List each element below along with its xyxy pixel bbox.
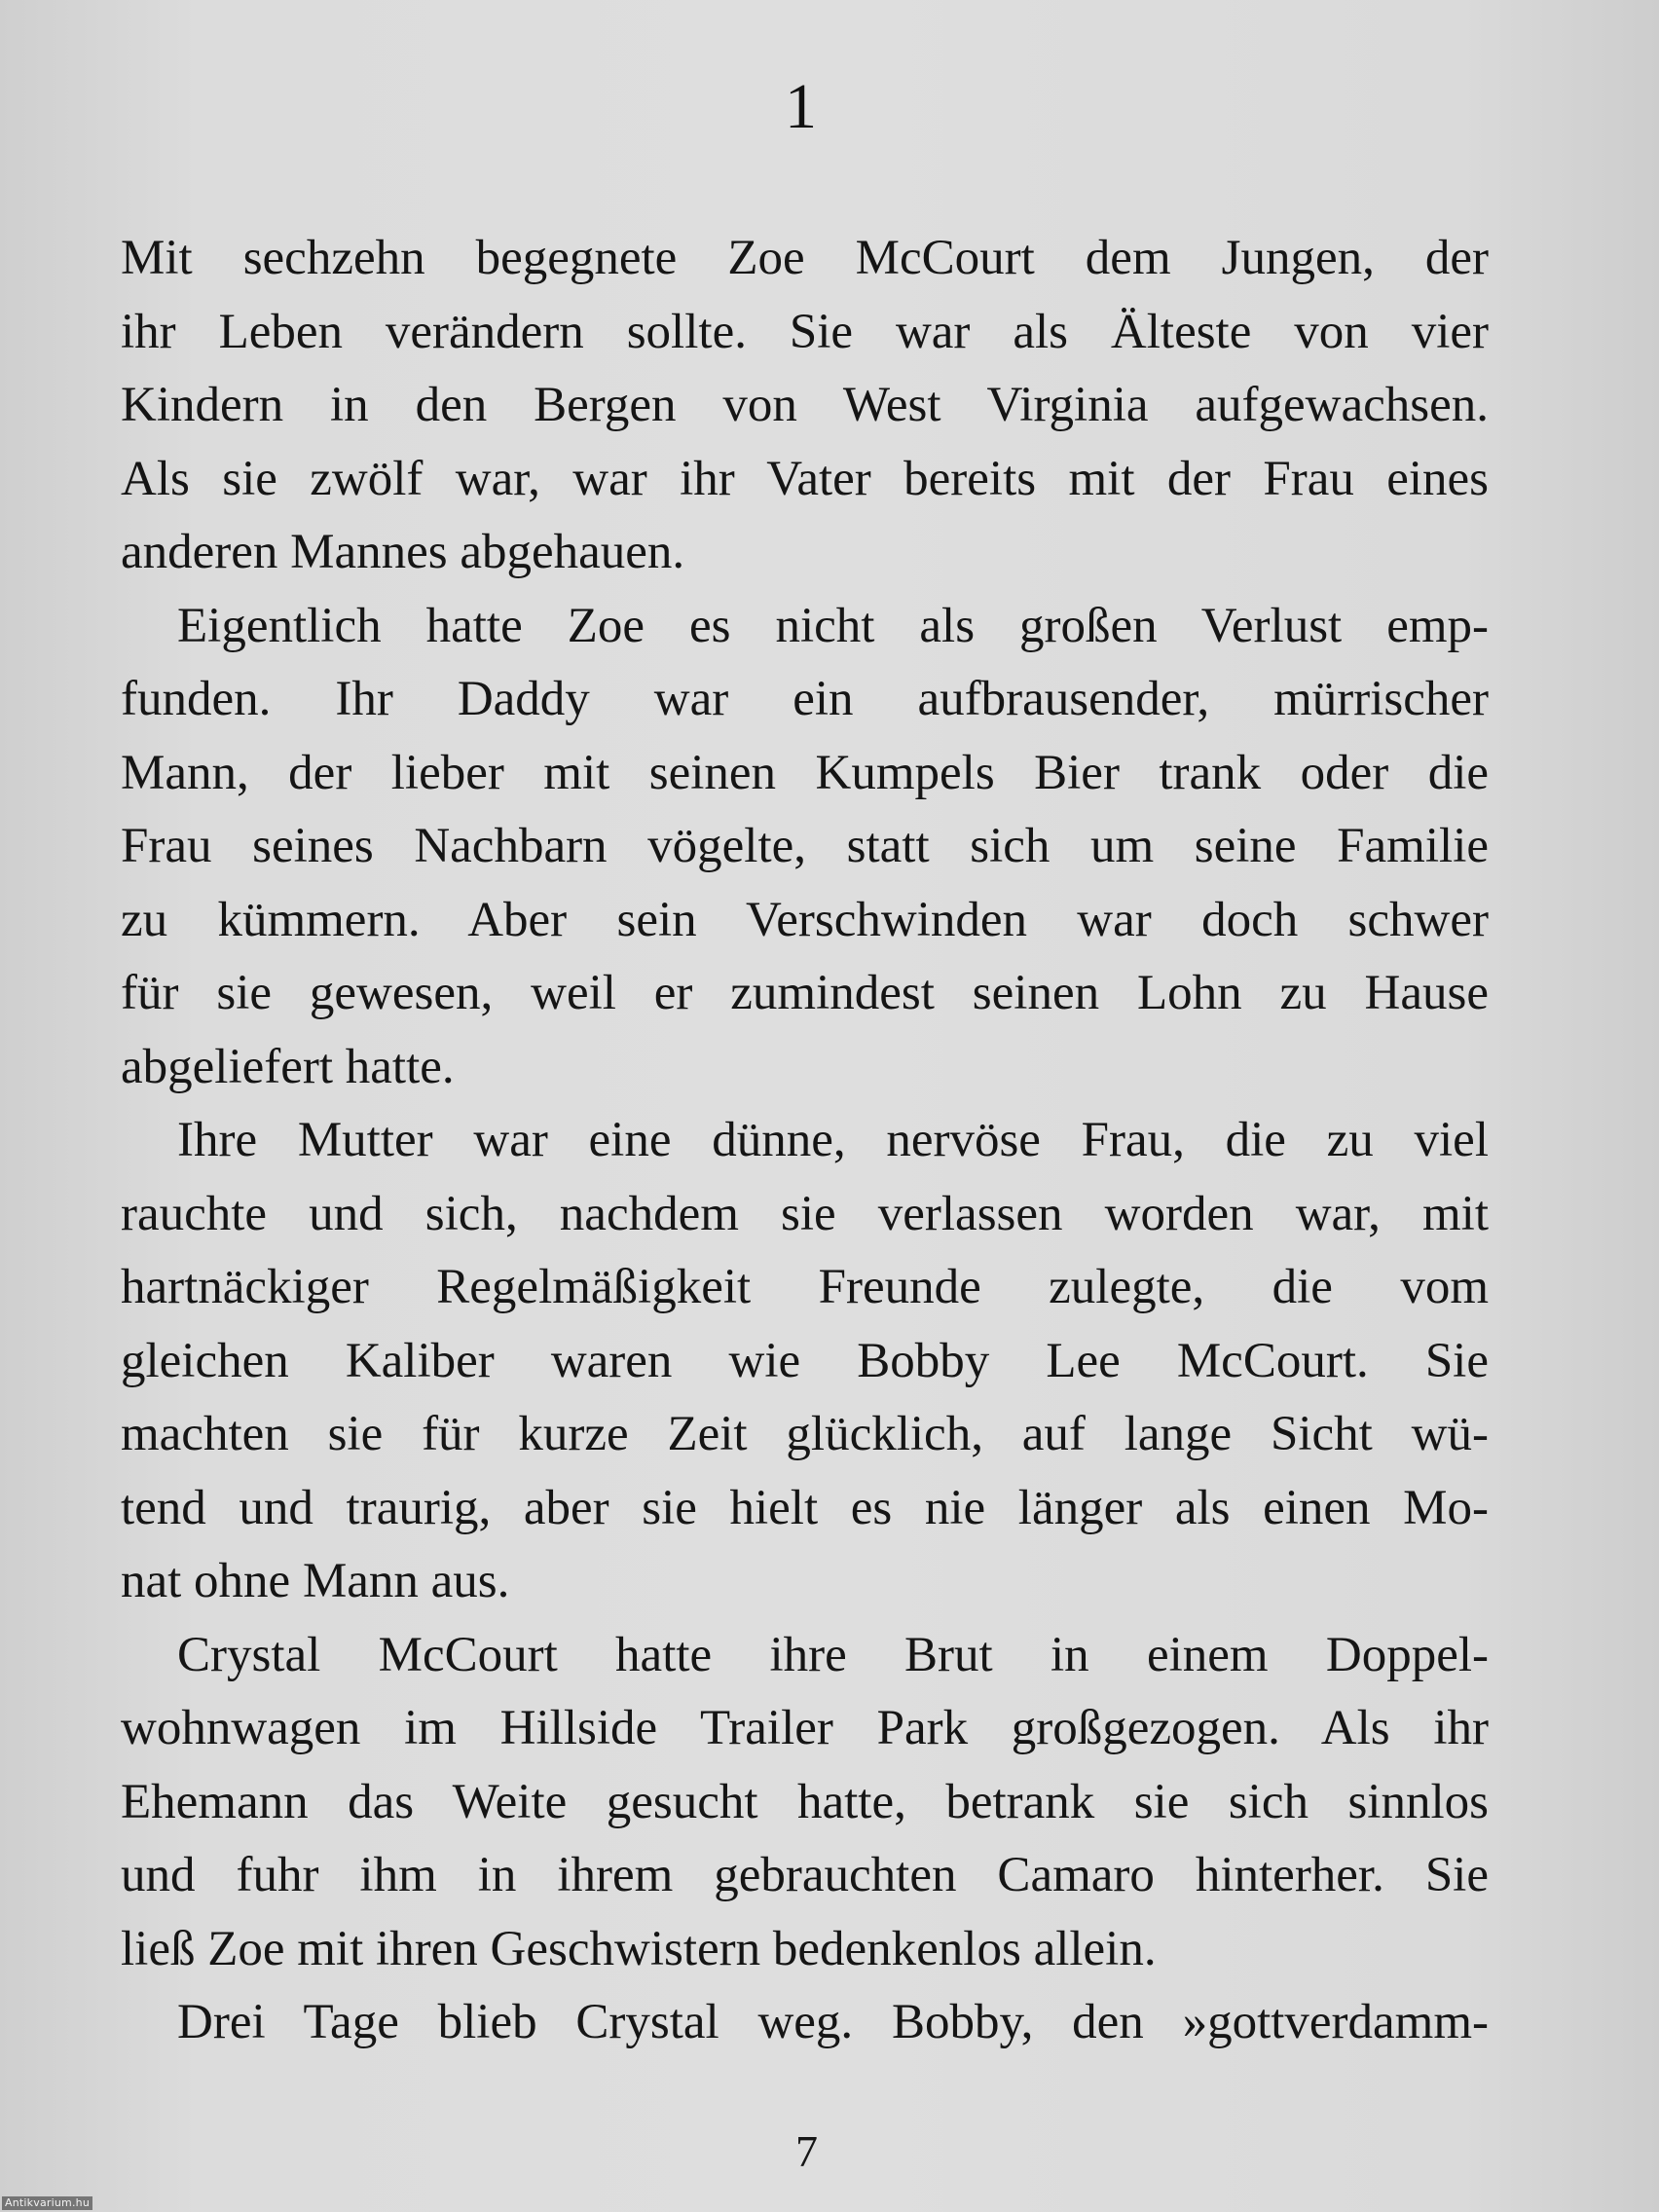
text-line: Eigentlich hatte Zoe es nicht als großen Verlust emp- xyxy=(177,598,1489,653)
text-line: machten sie für kurze Zeit glücklich, auf lange Sicht wü- xyxy=(121,1407,1489,1461)
text-line: gleichen Kaliber waren wie Bobby Lee McCourt. Sie xyxy=(121,1333,1489,1388)
text-line: für sie gewesen, weil er zumindest seinen Lohn zu Hause xyxy=(121,966,1489,1020)
text-line: Als sie zwölf war, war ihr Vater bereits mit der Frau eines xyxy=(121,451,1489,506)
text-line: Kindern in den Bergen von West Virginia aufgewachsen. xyxy=(121,378,1489,432)
text-line: abgeliefert hatte. xyxy=(121,1039,455,1094)
paragraph xyxy=(121,1104,1489,1619)
text-line: rauchte und sich, nachdem sie verlassen worden war, mit xyxy=(121,1186,1489,1241)
text-line: ihr Leben verändern sollte. Sie war als Älteste von vier xyxy=(121,304,1489,359)
text-line: funden. Ihr Daddy war ein aufbrausender, mürrischer xyxy=(121,672,1489,726)
page-number: 7 xyxy=(795,2126,818,2176)
paragraph xyxy=(121,222,1489,590)
text-line: Ehemann das Weite gesucht hatte, betrank sie sich sinnlos xyxy=(121,1774,1489,1829)
text-line: ließ Zoe mit ihren Geschwistern bedenkenlos allein. xyxy=(121,1921,1157,1976)
text-line: hartnäckiger Regelmäßigkeit Freunde zulegte, die vom xyxy=(121,1260,1489,1314)
text-line: und fuhr ihm in ihrem gebrauchten Camaro hinterher. Sie xyxy=(121,1848,1489,1902)
text-line: Mit sechzehn begegnete Zoe McCourt dem Jungen, der xyxy=(121,231,1489,285)
paragraph xyxy=(121,1986,1489,2060)
paragraph xyxy=(121,590,1489,1105)
watermark: Antikvarium.hu xyxy=(2,2196,92,2210)
text-line: Ihre Mutter war eine dünne, nervöse Frau, die zu viel xyxy=(177,1113,1489,1167)
text-line: anderen Mannes abgehauen. xyxy=(121,525,685,579)
text-line: zu kümmern. Aber sein Verschwinden war doch schwer xyxy=(121,892,1489,947)
text-line: Frau seines Nachbarn vögelte, statt sich um seine Familie xyxy=(121,819,1489,873)
text-line: wohnwagen im Hillside Trailer Park großgezogen. Als ihr xyxy=(121,1701,1489,1755)
text-line: Crystal McCourt hatte ihre Brut in einem Doppel- xyxy=(177,1627,1489,1682)
paragraph xyxy=(121,1619,1489,1987)
text-line: tend und traurig, aber sie hielt es nie länger als einen Mo- xyxy=(121,1480,1489,1535)
text-line: nat ohne Mann aus. xyxy=(121,1554,510,1608)
body-text xyxy=(121,222,1489,2060)
text-line: Mann, der lieber mit seinen Kumpels Bier trank oder die xyxy=(121,745,1489,800)
chapter-number: 1 xyxy=(785,71,817,142)
text-line: Drei Tage blieb Crystal weg. Bobby, den »gottverdamm- xyxy=(177,1995,1489,2049)
